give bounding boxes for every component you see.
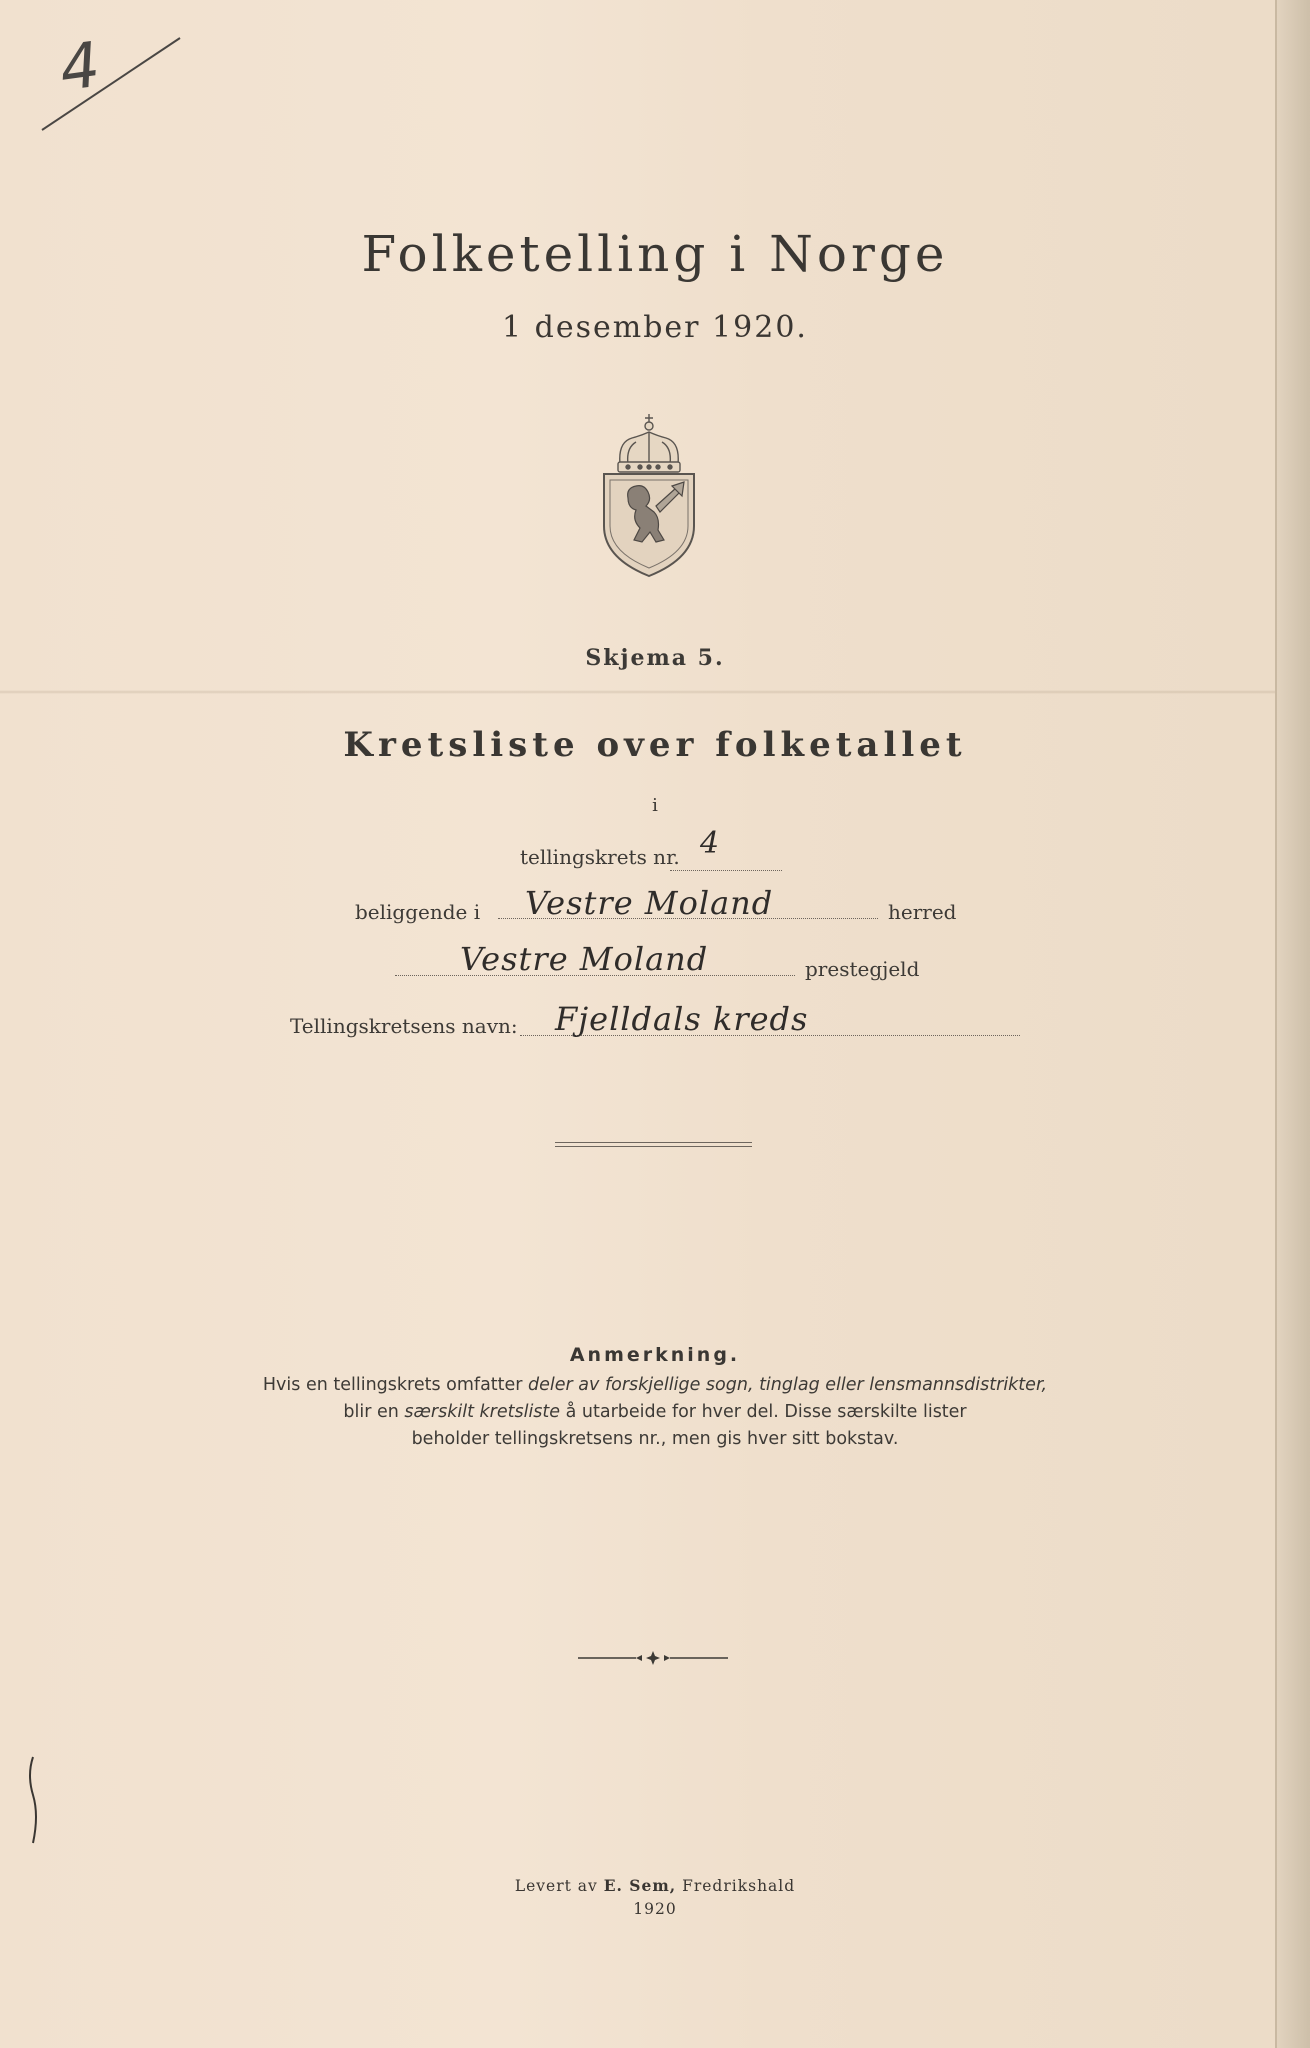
note-line-2-emphasis: særskilt kretsliste [404,1402,561,1422]
prestegjeld-value: Vestre Moland [460,940,709,978]
krets-nr-label: tellingskrets nr. [520,845,680,869]
document-title: Folketelling i Norge [361,225,949,283]
printer-name: E. Sem, [603,1876,677,1895]
herred-value: Vestre Moland [525,884,774,922]
prestegjeld-suffix: prestegjeld [805,957,920,981]
printer-prefix: Levert av [514,1877,604,1895]
list-title: Kretsliste over folketallet [343,725,967,765]
herred-suffix: herred [888,900,957,924]
section-divider [555,1142,752,1147]
page-edge [1277,0,1310,2048]
binding-mark [24,1755,42,1845]
navn-value: Fjelldals kreds [555,1000,809,1038]
note-line-2 [0,1402,1310,1422]
printer-year: 1920 [633,1900,677,1918]
note-line-1-text: Hvis en tellingskrets omfatter [262,1375,529,1395]
ornament-divider-icon [578,1648,728,1668]
note-line-2-text-a: blir en [343,1402,405,1422]
krets-nr-value: 4 [700,826,721,861]
archive-number: 4 [55,27,105,106]
printer-line [0,1876,1310,1895]
note-line-2-text-b: å utarbeide for hver del. Disse særskilte lister [560,1402,967,1422]
paper-fold [0,690,1275,694]
note-line-1 [0,1375,1310,1395]
krets-nr-field [670,840,782,871]
corner-slash-mark [30,27,190,150]
document-date: 1 desember 1920. [502,310,808,345]
note-line-1-emphasis: deler av forskjellige sogn, tinglag eller lensmannsdistrikter, [528,1375,1048,1395]
list-preposition: i [652,795,658,816]
beliggende-label: beliggende i [355,900,481,924]
note-heading: Anmerkning. [569,1344,741,1366]
note-line-3: beholder tellingskretsens nr., men gis hver sitt bokstav. [411,1429,899,1449]
navn-label: Tellingskretsens navn: [290,1014,518,1038]
schema-label: Skjema 5. [585,645,725,671]
coat-of-arms-icon [598,408,700,578]
printer-city: Fredrikshald [676,1877,796,1895]
